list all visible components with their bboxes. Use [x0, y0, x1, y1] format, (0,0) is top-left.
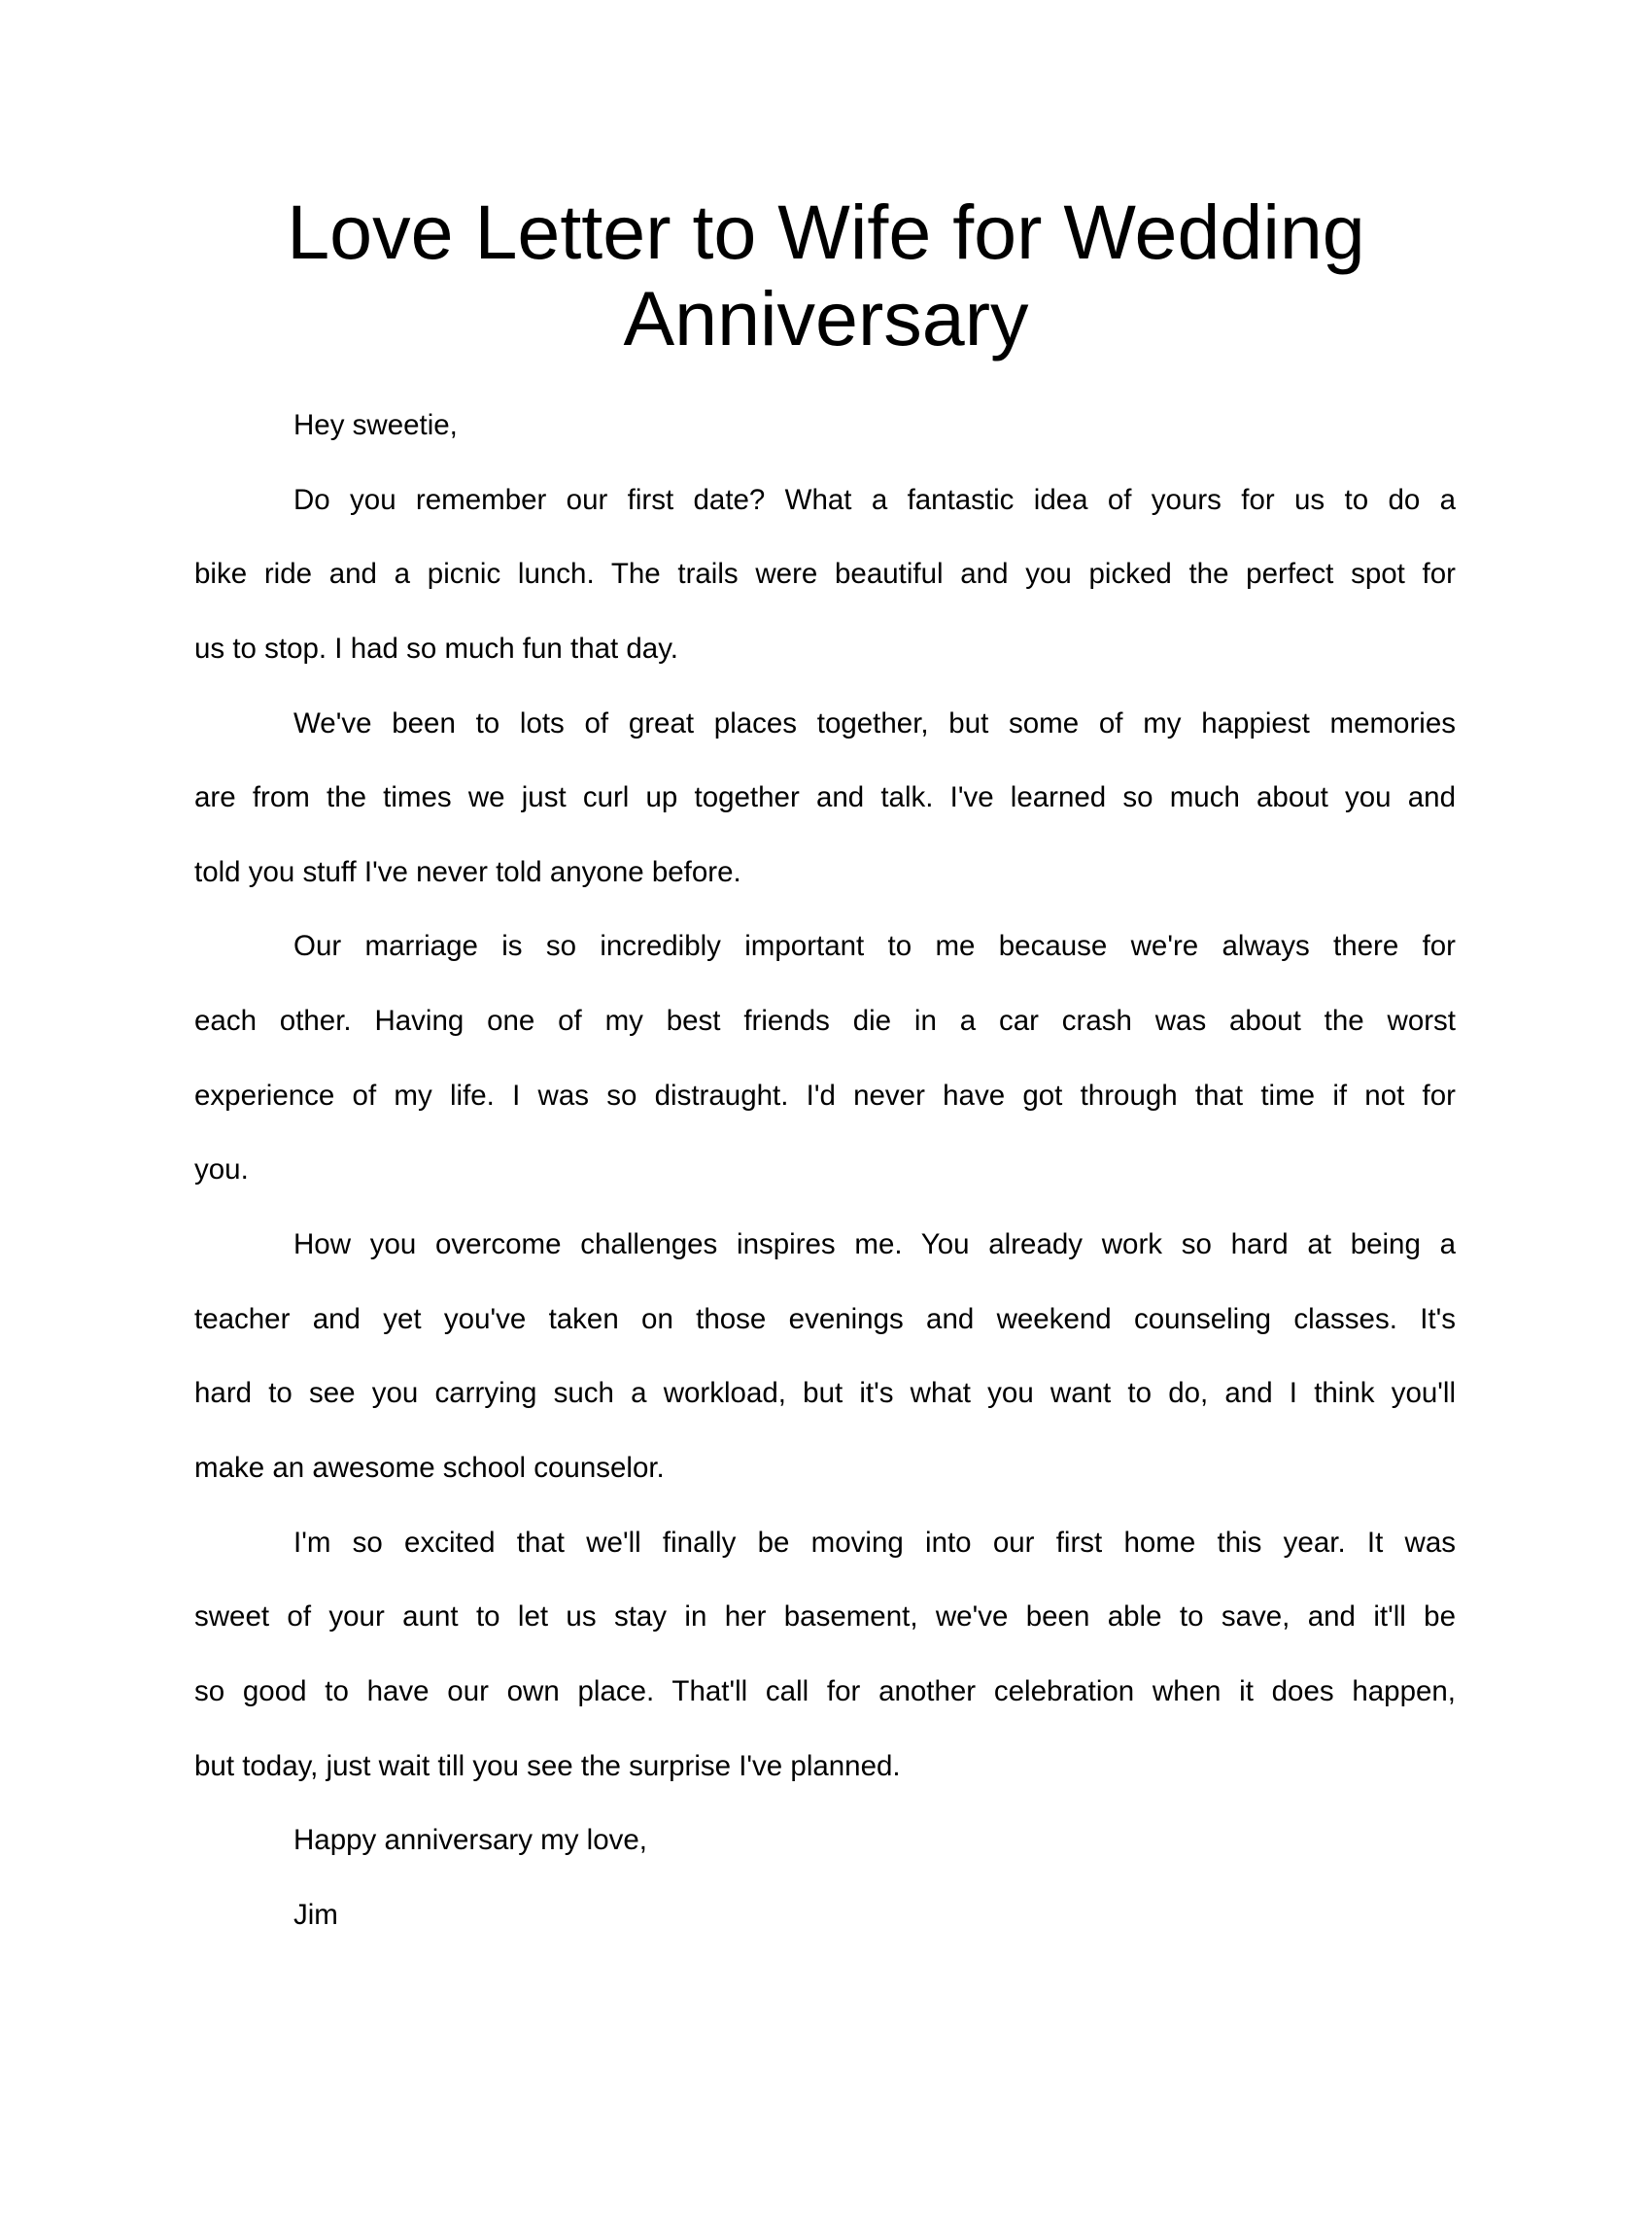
text-line: I'm so excited that we'll finally be moving into our first home this year. It was	[293, 1526, 1456, 1559]
text-line: are from the times we just curl up together and talk. I've learned so much about you and	[194, 781, 1456, 814]
text-line: bike ride and a picnic lunch. The trails were beautiful and you picked the perfect spot for	[194, 558, 1456, 591]
text-line: so good to have our own place. That'll call for another celebration when it does happen,	[194, 1674, 1456, 1707]
closing: Happy anniversary my love,	[293, 1824, 647, 1857]
paragraph-2	[194, 705, 1456, 928]
title-line-1: Love Letter to Wife for Wedding	[287, 189, 1365, 275]
text-line: Do you remember our first date? What a fantastic idea of yours for us to do a	[293, 483, 1456, 516]
paragraph-4	[194, 1225, 1456, 1524]
text-line: We've been to lots of great places together, but some of my happiest memories	[293, 706, 1456, 739]
signature: Jim	[293, 1898, 338, 1931]
salutation: Hey sweetie,	[293, 409, 458, 441]
letter-body	[194, 406, 1456, 1970]
text-line: teacher and yet you've taken on those evenings and weekend counseling classes. It's	[194, 1302, 1456, 1335]
title-line-2: Anniversary	[623, 275, 1029, 361]
text-line: make an awesome school counselor.	[194, 1451, 665, 1484]
page-title	[0, 189, 1652, 361]
paragraph-5	[194, 1524, 1456, 1822]
text-line: sweet of your aunt to let us stay in her basement, we've been able to save, and it'll be	[194, 1600, 1456, 1633]
text-line: Our marriage is so incredibly important to me because we're always there for	[293, 930, 1456, 963]
paragraph-1	[194, 481, 1456, 705]
text-line: How you overcome challenges inspires me. You already work so hard at being a	[293, 1228, 1456, 1261]
text-line: hard to see you carrying such a workload, but it's what you want to do, and I think you'll	[194, 1377, 1456, 1410]
paragraph-3	[194, 927, 1456, 1225]
text-line: but today, just wait till you see the surprise I've planned.	[194, 1749, 901, 1782]
text-line: experience of my life. I was so distraught. I'd never have got through that time if not for	[194, 1079, 1456, 1112]
text-line: us to stop. I had so much fun that day.	[194, 632, 678, 665]
text-line: each other. Having one of my best friends die in a car crash was about the worst	[194, 1005, 1456, 1038]
text-line: you.	[194, 1153, 249, 1186]
text-line: told you stuff I've never told anyone before.	[194, 855, 741, 888]
